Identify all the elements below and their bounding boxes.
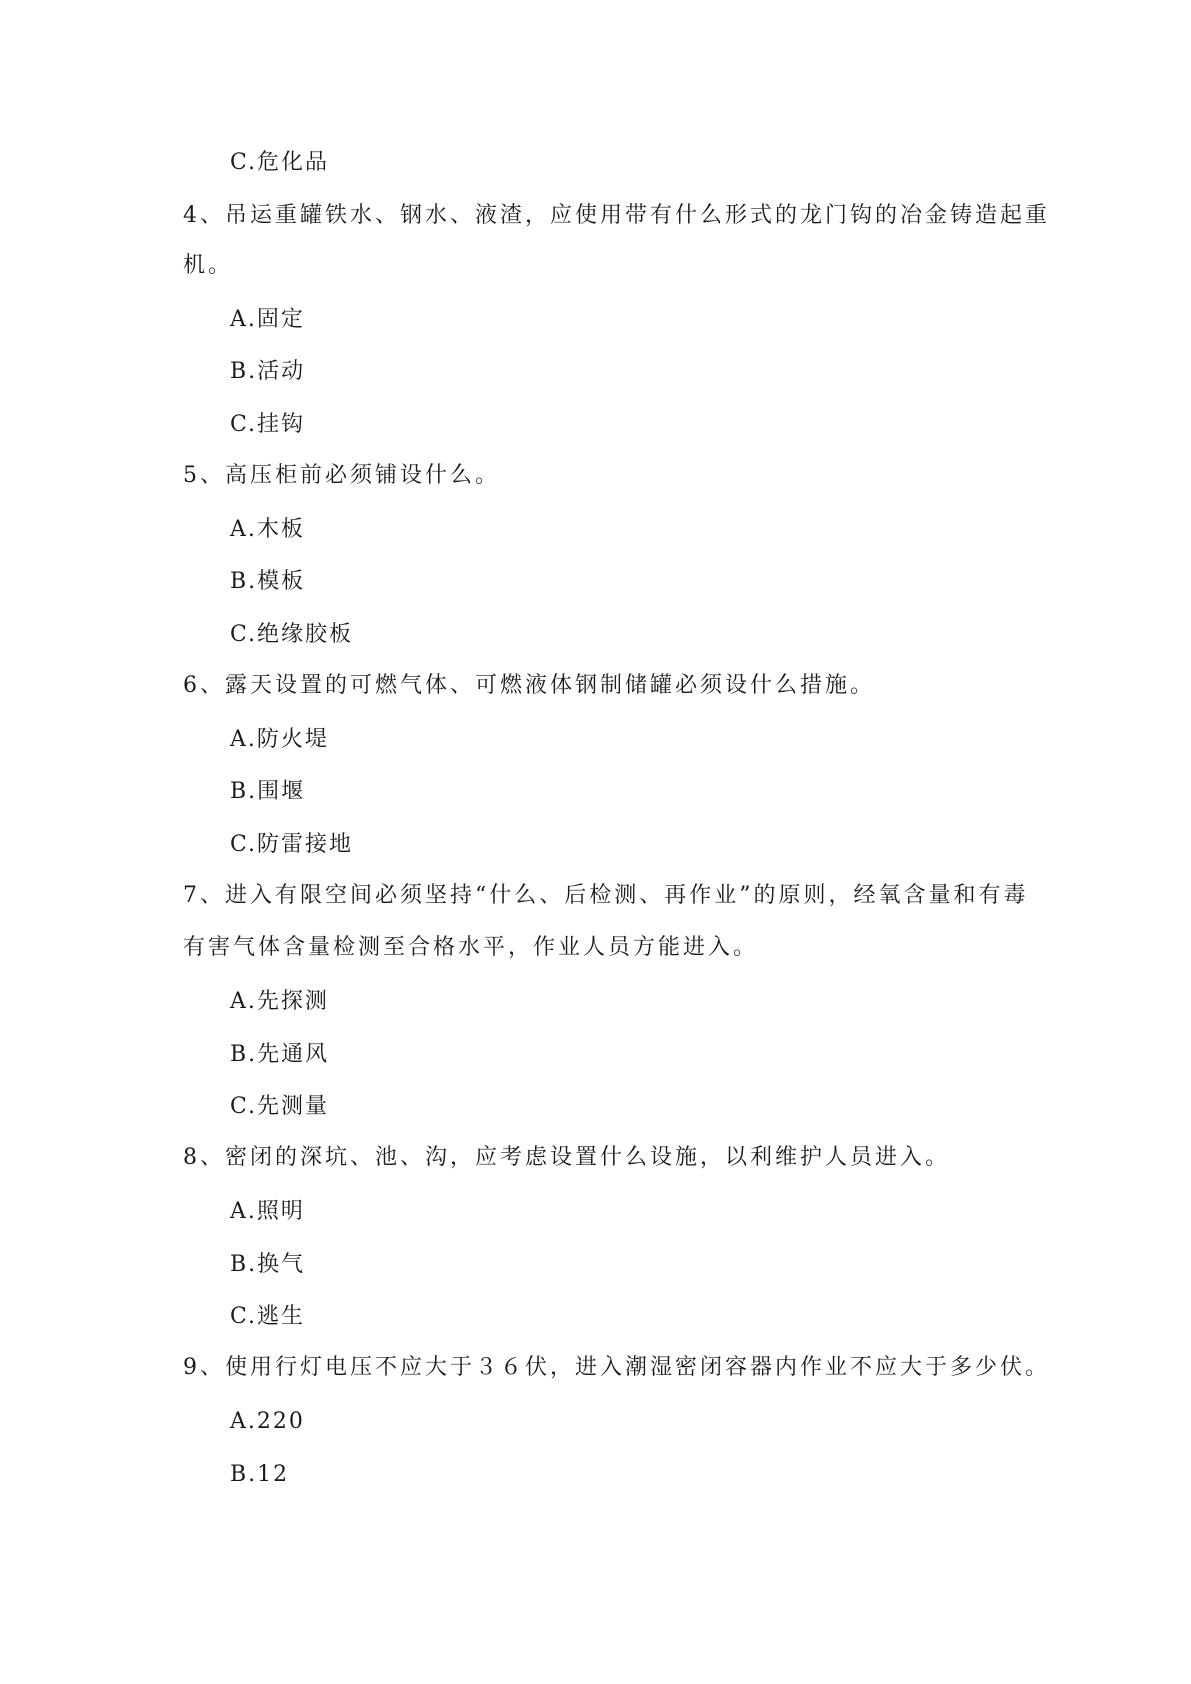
option-5b: B.模板 [230,569,306,594]
question-5: 5、高压柜前必须铺设什么。 [183,463,500,488]
option-3c: C.危化品 [230,150,330,175]
option-6c: C.防雷接地 [230,832,354,857]
question-8: 8、密闭的深坑、池、沟，应考虑设置什么设施，以利维护人员进入。 [183,1145,950,1170]
option-7b: B.先通风 [230,1042,330,1067]
option-8c: C.逃生 [230,1304,306,1329]
option-4c: C.挂钩 [230,412,306,437]
option-8a: A.照明 [230,1199,305,1224]
option-5c: C.绝缘胶板 [230,622,354,647]
option-4b: B.活动 [230,359,306,384]
option-4a: A.固定 [230,307,305,332]
option-6b: B.围堰 [230,779,306,804]
option-7a: A.先探测 [230,989,329,1014]
option-9b: B.12 [230,1462,290,1487]
question-6: 6、露天设置的可燃气体、可燃液体钢制储罐必须设什么措施。 [183,673,875,698]
option-7c: C.先测量 [230,1094,330,1119]
question-7-continuation: 有害气体含量检测至合格水平，作业人员方能进入。 [183,935,759,960]
question-9: 9、使用行灯电压不应大于３６伏，进入潮湿密闭容器内作业不应大于多少伏。 [183,1355,1050,1380]
question-4-continuation: 机。 [183,253,234,278]
option-5a: A.木板 [230,517,305,542]
option-6a: A.防火堤 [230,727,329,752]
question-7: 7、进入有限空间必须坚持“什么、后检测、再作业”的原则，经氧含量和有毒 [183,883,1029,908]
option-8b: B.换气 [230,1252,306,1277]
option-9a: A.220 [230,1409,305,1434]
question-4: 4、吊运重罐铁水、钢水、液渣，应使用带有什么形式的龙门钩的冶金铸造起重 [183,203,1050,228]
